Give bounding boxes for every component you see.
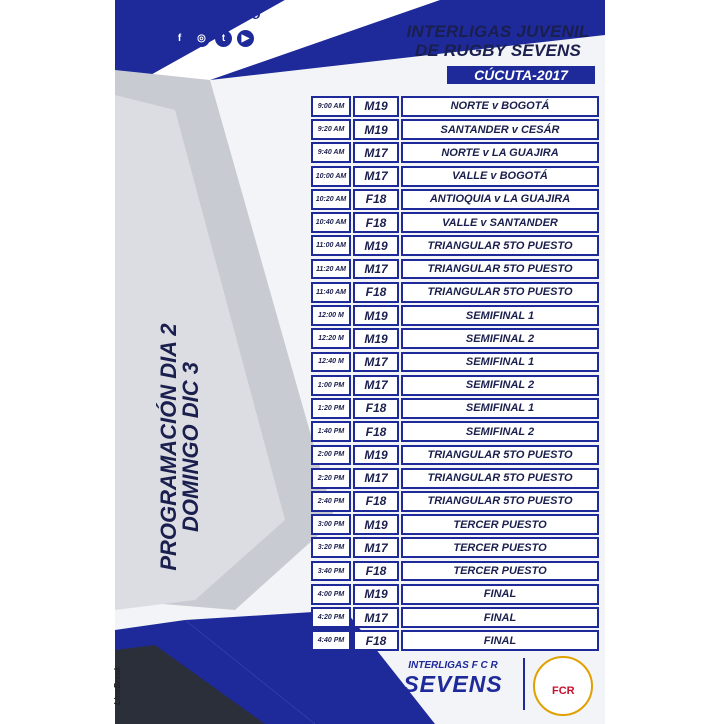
schedule-row (311, 514, 599, 535)
schedule-row (311, 352, 599, 373)
match-time: 10:20 AM (311, 189, 351, 210)
match-name: TRIANGULAR 5TO PUESTO (401, 235, 599, 256)
schedule-row (311, 305, 599, 326)
match-category: M19 (353, 96, 399, 117)
match-time: 11:40 AM (311, 282, 351, 303)
match-name: TRIANGULAR 5TO PUESTO (401, 282, 599, 303)
match-category: M17 (353, 468, 399, 489)
match-time: 11:00 AM (311, 235, 351, 256)
vertical-title-line-1: PROGRAMACIÓN DIA 2 (156, 323, 181, 571)
instagram-icon: ◎ (193, 30, 210, 47)
match-name: VALLE v BOGOTÁ (401, 166, 599, 187)
title-line-2: DE RUGBY SEVENS (414, 41, 582, 60)
match-time: 3:20 PM (311, 537, 351, 558)
match-name: FINAL (401, 630, 599, 651)
schedule-row (311, 468, 599, 489)
schedule-row (311, 282, 599, 303)
schedule-row (311, 259, 599, 280)
match-name: TERCER PUESTO (401, 514, 599, 535)
schedule-row (311, 421, 599, 442)
poster-subtitle: CÚCUTA-2017 (447, 66, 595, 84)
sevens-logo (383, 660, 523, 698)
schedule-row (311, 375, 599, 396)
match-category: F18 (353, 561, 399, 582)
poster-title (393, 22, 603, 60)
match-category: M17 (353, 259, 399, 280)
match-name: VALLE v SANTANDER (401, 212, 599, 233)
schedule-row (311, 584, 599, 605)
match-category: F18 (353, 282, 399, 303)
twitter-icon: t (215, 30, 232, 47)
match-time: 1:40 PM (311, 421, 351, 442)
youtube-icon: ▶ (237, 30, 254, 47)
vertical-title-line-2: DOMINGO DIC 3 (178, 362, 203, 532)
match-category: M17 (353, 375, 399, 396)
schedule-row (311, 445, 599, 466)
match-time: 12:00 M (311, 305, 351, 326)
schedule-row (311, 561, 599, 582)
match-name: TERCER PUESTO (401, 537, 599, 558)
schedule-row (311, 119, 599, 140)
facebook-icon: f (171, 30, 188, 47)
match-name: SEMIFINAL 1 (401, 398, 599, 419)
match-time: 9:40 AM (311, 142, 351, 163)
schedule-table (311, 96, 599, 654)
match-time: 1:20 PM (311, 398, 351, 419)
match-time: 3:00 PM (311, 514, 351, 535)
poster (115, 0, 605, 724)
match-name: TRIANGULAR 5TO PUESTO (401, 445, 599, 466)
match-time: 2:00 PM (311, 445, 351, 466)
match-name: NORTE v BOGOTÁ (401, 96, 599, 117)
match-name: SEMIFINAL 2 (401, 328, 599, 349)
match-category: F18 (353, 212, 399, 233)
match-category: M19 (353, 445, 399, 466)
match-category: M19 (353, 328, 399, 349)
match-category: M17 (353, 537, 399, 558)
match-category: F18 (353, 491, 399, 512)
match-time: 12:40 M (311, 352, 351, 373)
title-line-1: INTERLIGAS JUVENIL (406, 22, 590, 41)
match-category: M19 (353, 119, 399, 140)
schedule-row (311, 142, 599, 163)
match-name: TRIANGULAR 5TO PUESTO (401, 491, 599, 512)
match-name: TRIANGULAR 5TO PUESTO (401, 468, 599, 489)
match-category: F18 (353, 630, 399, 651)
schedule-row (311, 96, 599, 117)
schedule-row (311, 630, 599, 651)
match-time: 4:40 PM (311, 630, 351, 651)
logo-divider (523, 658, 525, 710)
schedule-row (311, 398, 599, 419)
match-category: M17 (353, 607, 399, 628)
match-name: NORTE v LA GUAJIRA (401, 142, 599, 163)
match-category: M17 (353, 352, 399, 373)
site-url: fecorugby.co (173, 6, 261, 22)
match-time: 1:00 PM (311, 375, 351, 396)
match-name: SANTANDER v CESÁR (401, 119, 599, 140)
vertical-title (158, 292, 202, 602)
match-time: 10:00 AM (311, 166, 351, 187)
match-name: SEMIFINAL 2 (401, 375, 599, 396)
match-name: FINAL (401, 584, 599, 605)
fcr-logo-text: FCR (552, 685, 575, 697)
match-name: FINAL (401, 607, 599, 628)
match-category: M19 (353, 584, 399, 605)
match-time: 4:00 PM (311, 584, 351, 605)
match-time: 3:40 PM (311, 561, 351, 582)
social-icons (171, 30, 254, 47)
schedule-row (311, 166, 599, 187)
match-category: F18 (353, 421, 399, 442)
designer-brand: LineBreak (113, 666, 122, 705)
match-time: 11:20 AM (311, 259, 351, 280)
match-name: SEMIFINAL 1 (401, 305, 599, 326)
match-name: TRIANGULAR 5TO PUESTO (401, 259, 599, 280)
match-time: 2:20 PM (311, 468, 351, 489)
match-category: F18 (353, 398, 399, 419)
match-name: SEMIFINAL 1 (401, 352, 599, 373)
sevens-logo-text: SEVENS (403, 671, 503, 697)
match-category: M19 (353, 305, 399, 326)
match-category: M17 (353, 142, 399, 163)
schedule-row (311, 212, 599, 233)
match-category: M17 (353, 166, 399, 187)
schedule-row (311, 328, 599, 349)
sevens-logo-small-text: INTERLIGAS F C R (408, 660, 498, 671)
match-name: TERCER PUESTO (401, 561, 599, 582)
schedule-row (311, 235, 599, 256)
match-name: ANTIOQUIA v LA GUAJIRA (401, 189, 599, 210)
schedule-row (311, 607, 599, 628)
match-category: M19 (353, 235, 399, 256)
match-category: F18 (353, 189, 399, 210)
match-time: 9:20 AM (311, 119, 351, 140)
match-time: 4:20 PM (311, 607, 351, 628)
match-name: SEMIFINAL 2 (401, 421, 599, 442)
match-time: 9:00 AM (311, 96, 351, 117)
schedule-row (311, 491, 599, 512)
match-time: 2:40 PM (311, 491, 351, 512)
match-category: M19 (353, 514, 399, 535)
schedule-row (311, 189, 599, 210)
match-time: 12:20 M (311, 328, 351, 349)
schedule-row (311, 537, 599, 558)
match-time: 10:40 AM (311, 212, 351, 233)
